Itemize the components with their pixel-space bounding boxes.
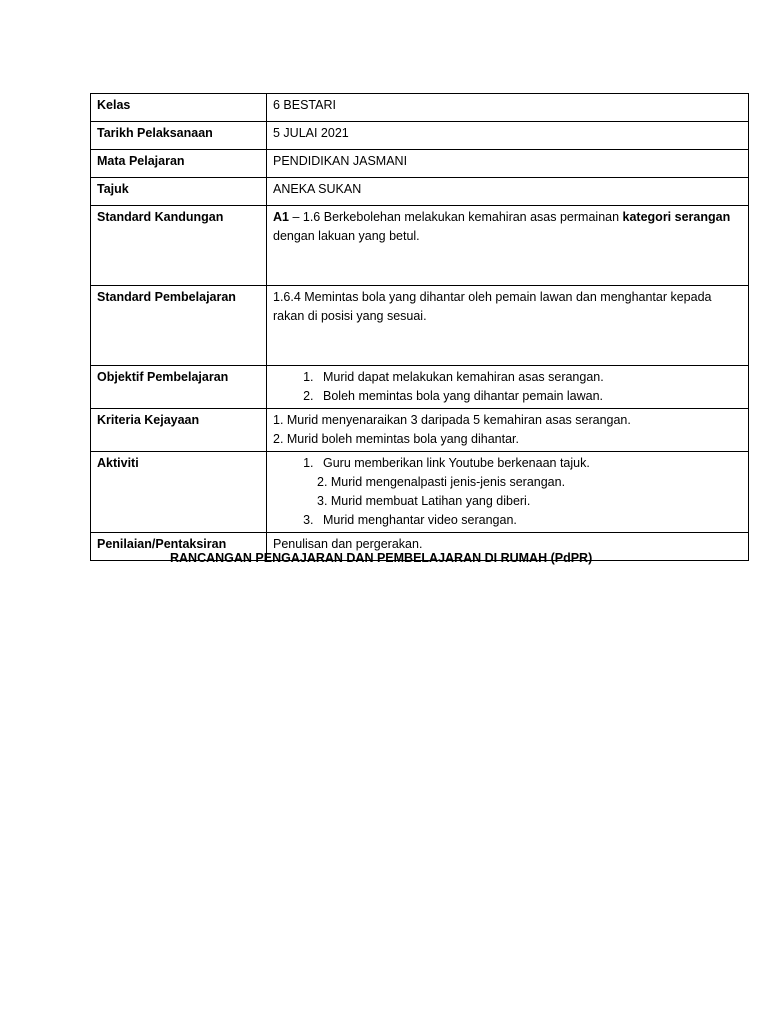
label-penilaian: Penilaian/Pentaksiran <box>91 533 267 561</box>
value-tarikh: 5 JULAI 2021 <box>267 122 749 150</box>
kriteria-line: 2. Murid boleh memintas bola yang dihantar. <box>273 432 519 446</box>
row-kelas <box>91 94 749 122</box>
value-mata-pelajaran: PENDIDIKAN JASMANI <box>267 150 749 178</box>
value-kriteria <box>267 409 749 452</box>
value-objektif <box>267 366 749 409</box>
value-standard-pembelajaran: 1.6.4 Memintas bola yang dihantar oleh pemain lawan dan menghantar kepada rakan di posisi yang sesuai. <box>267 286 749 366</box>
aktiviti-list-1 <box>273 454 743 473</box>
standard-text-1: – 1.6 Berkebolehan melakukan kemahiran asas permainan <box>288 210 623 224</box>
aktiviti-item: 3. Murid menghantar video serangan. <box>317 511 743 530</box>
row-tarikh <box>91 122 749 150</box>
row-mata-pelajaran <box>91 150 749 178</box>
row-standard-pembelajaran <box>91 286 749 366</box>
value-penilaian: Penulisan dan pergerakan. <box>267 533 749 561</box>
standard-text-2: dengan lakuan yang betul. <box>273 229 420 243</box>
standard-bold-phrase: kategori serangan <box>622 210 731 224</box>
objektif-item: 1. Murid dapat melakukan kemahiran asas serangan. <box>317 368 743 387</box>
row-aktiviti <box>91 452 749 533</box>
aktiviti-sub-line: 3. Murid membuat Latihan yang diberi. <box>317 494 531 508</box>
standard-code: A1 <box>273 210 289 224</box>
label-kelas: Kelas <box>91 94 267 122</box>
label-tajuk: Tajuk <box>91 178 267 206</box>
value-kelas: 6 BESTARI <box>267 94 749 122</box>
lesson-plan-table <box>90 93 749 561</box>
document-caption: RANCANGAN PENGAJARAN DAN PEMBELAJARAN DI RUMAH (PdPR) <box>170 551 593 565</box>
label-tarikh: Tarikh Pelaksanaan <box>91 122 267 150</box>
kriteria-line: 1. Murid menyenaraikan 3 daripada 5 kemahiran asas serangan. <box>273 413 631 427</box>
label-aktiviti: Aktiviti <box>91 452 267 533</box>
objektif-list <box>273 368 743 406</box>
label-mata-pelajaran: Mata Pelajaran <box>91 150 267 178</box>
label-standard-pembelajaran: Standard Pembelajaran <box>91 286 267 366</box>
value-standard-kandungan <box>267 206 749 286</box>
objektif-item: 2. Boleh memintas bola yang dihantar pemain lawan. <box>317 387 743 406</box>
aktiviti-list-3 <box>273 511 743 530</box>
label-kriteria: Kriteria Kejayaan <box>91 409 267 452</box>
label-standard-kandungan: Standard Kandungan <box>91 206 267 286</box>
label-objektif: Objektif Pembelajaran <box>91 366 267 409</box>
row-kriteria <box>91 409 749 452</box>
value-tajuk: ANEKA SUKAN <box>267 178 749 206</box>
aktiviti-sub-line: 2. Murid mengenalpasti jenis-jenis serangan. <box>317 475 566 489</box>
value-aktiviti <box>267 452 749 533</box>
row-tajuk <box>91 178 749 206</box>
row-objektif <box>91 366 749 409</box>
row-standard-kandungan <box>91 206 749 286</box>
aktiviti-item: 1. Guru memberikan link Youtube berkenaan tajuk. <box>317 454 743 473</box>
